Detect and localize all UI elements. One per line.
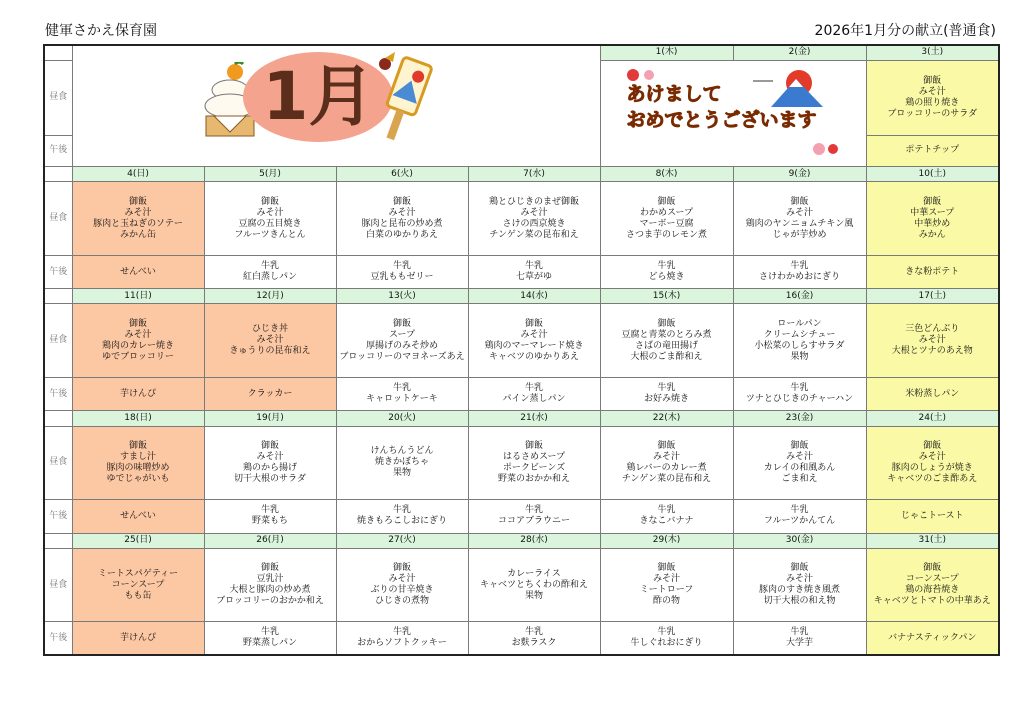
menu-item: 牛乳 — [790, 261, 809, 272]
menu-item: みそ汁 — [256, 451, 284, 462]
menu-item: ゆでじゃがいも — [106, 473, 170, 484]
lunch-cell — [600, 548, 733, 622]
menu-item: 果物 — [790, 351, 809, 362]
menu-item: 野菜のおかか和え — [497, 473, 570, 484]
lunch-cell — [204, 548, 336, 622]
day-header: 22(木) — [600, 411, 733, 426]
lunch-cell — [72, 182, 204, 256]
menu-item: 御飯 — [790, 440, 809, 451]
menu-item: キャベツのごま酢あえ — [887, 473, 978, 484]
snack-cell — [733, 622, 866, 655]
menu-item: 三色どんぶり — [905, 324, 960, 335]
menu-item: ブロッコリーのマヨネーズあえ — [339, 351, 465, 362]
menu-item: 牛乳 — [657, 627, 676, 638]
menu-item: 大根のごま酢和え — [630, 351, 703, 362]
day-header: 19(月) — [204, 411, 336, 426]
lunch-cell — [866, 548, 999, 622]
corner-cell — [44, 533, 72, 548]
day-header: 11(日) — [72, 289, 204, 304]
lunch-label: 昼食 — [44, 426, 72, 500]
menu-item: きな粉ポテト — [905, 266, 960, 277]
day-header: 31(土) — [866, 533, 999, 548]
snack-cell — [72, 378, 204, 411]
snack-cell — [600, 378, 733, 411]
menu-item: 白菜のゆかりあえ — [365, 229, 438, 240]
snack-cell — [468, 500, 600, 533]
snack-cell — [600, 622, 733, 655]
menu-item: ごま和え — [781, 473, 818, 484]
day-header: 13(火) — [336, 289, 468, 304]
menu-item: ぶりの甘辛焼き — [370, 585, 434, 596]
menu-item: ミートローフ — [639, 585, 694, 596]
menu-item: ひじき丼 — [251, 324, 288, 335]
menu-item: 牛乳 — [260, 627, 279, 638]
menu-item: 紅白蒸しパン — [242, 272, 297, 283]
menu-item: クリームシチュー — [763, 329, 836, 340]
menu-item: チンゲン菜の昆布和え — [621, 473, 712, 484]
menu-item: 豆乳ももゼリー — [370, 272, 434, 283]
menu-item: 御飯 — [392, 318, 411, 329]
menu-item: 牛乳 — [260, 505, 279, 516]
snack-label: 午後 — [44, 378, 72, 411]
menu-item: せんべい — [120, 510, 156, 521]
menu-item: フルーツきんとん — [234, 229, 306, 240]
menu-item: 鶏肉のマーマレード焼き — [484, 340, 584, 351]
snack-cell — [72, 622, 204, 655]
menu-item: はるさめスープ — [502, 451, 566, 462]
menu-item: 牛乳 — [657, 261, 676, 272]
corner-cell — [44, 45, 72, 60]
corner-cell — [44, 289, 72, 304]
menu-item: コーンスープ — [111, 579, 165, 590]
lunch-cell — [204, 426, 336, 500]
menu-item: 御飯 — [923, 440, 942, 451]
greeting-line-1: あけまして — [626, 83, 722, 106]
menu-item: 牛乳 — [790, 383, 809, 394]
menu-item: さけわかめおにぎり — [758, 272, 840, 283]
menu-item: 御飯 — [392, 563, 411, 574]
snack-label: 午後 — [44, 500, 72, 533]
snack-cell — [468, 378, 600, 411]
menu-item: わかめスープ — [639, 207, 694, 218]
menu-item: 豚肉のしょうが焼き — [891, 462, 973, 473]
menu-item: みそ汁 — [652, 574, 680, 585]
menu-item: みそ汁 — [785, 451, 813, 462]
day-header: 21(水) — [468, 411, 600, 426]
menu-item: みそ汁 — [520, 207, 548, 218]
menu-item: 御飯 — [524, 318, 543, 329]
menu-item: どら焼き — [648, 272, 685, 283]
snack-cell — [204, 500, 336, 533]
menu-item: おからソフトクッキー — [357, 638, 447, 649]
lunch-cell — [866, 182, 999, 256]
menu-item: 御飯 — [657, 196, 676, 207]
day-header: 12(月) — [204, 289, 336, 304]
lunch-cell — [336, 426, 468, 500]
menu-item: 御飯 — [923, 196, 942, 207]
menu-item: みそ汁 — [652, 451, 680, 462]
lunch-cell — [468, 304, 600, 378]
corner-cell — [44, 411, 72, 426]
snack-cell — [733, 378, 866, 411]
menu-item: みそ汁 — [388, 207, 416, 218]
lunch-cell — [336, 304, 468, 378]
menu-item: 御飯 — [923, 75, 942, 86]
day-header: 1(木) — [600, 45, 733, 60]
snack-label: 午後 — [44, 255, 72, 288]
menu-item: 鶏レバーのカレー煮 — [626, 462, 707, 473]
menu-item: 豚肉のすき焼き風煮 — [758, 585, 840, 596]
menu-item: せんべい — [120, 266, 156, 277]
lunch-cell — [72, 304, 204, 378]
menu-item: 七草がゆ — [515, 272, 552, 283]
menu-item: ツナとひじきのチャーハン — [745, 394, 854, 405]
lunch-cell — [600, 426, 733, 500]
menu-item: 芋けんぴ — [119, 632, 156, 643]
day-header: 27(火) — [336, 533, 468, 548]
day-header: 20(火) — [336, 411, 468, 426]
lunch-cell — [866, 60, 999, 135]
day-header: 16(金) — [733, 289, 866, 304]
lunch-cell — [733, 426, 866, 500]
menu-item: みそ汁 — [124, 329, 152, 340]
menu-item: ミートスパゲティー — [97, 568, 179, 579]
menu-item: 御飯 — [260, 563, 279, 574]
snack-cell — [866, 622, 999, 655]
lunch-cell — [600, 304, 733, 378]
menu-item: スープ — [388, 329, 416, 340]
menu-item: 鶏肉のカレー焼き — [101, 340, 174, 351]
menu-item: みそ汁 — [124, 207, 152, 218]
menu-item: もも缶 — [124, 590, 152, 601]
day-header: 8(木) — [600, 167, 733, 182]
menu-item: 御飯 — [128, 318, 147, 329]
day-header: 30(金) — [733, 533, 866, 548]
menu-item: きなこバナナ — [639, 516, 694, 527]
month-banner — [72, 45, 600, 167]
menu-item: 御飯 — [392, 196, 411, 207]
menu-item: 切干大根の和え物 — [763, 596, 836, 607]
menu-item: 鶏とひじきのまぜ御飯 — [488, 196, 579, 207]
menu-item: みそ汁 — [785, 207, 813, 218]
lunch-label: 昼食 — [44, 182, 72, 256]
day-header: 17(土) — [866, 289, 999, 304]
menu-item: みそ汁 — [918, 335, 946, 346]
school-name: 健軍さかえ保育園 — [45, 23, 157, 39]
lunch-cell — [866, 426, 999, 500]
menu-item: 牛乳 — [392, 383, 411, 394]
lunch-label: 昼食 — [44, 60, 72, 135]
day-header: 18(日) — [72, 411, 204, 426]
lunch-cell — [733, 182, 866, 256]
menu-item: 豆乳汁 — [256, 574, 284, 585]
menu-item: 牛乳 — [790, 505, 809, 516]
menu-item: 牛乳 — [524, 627, 543, 638]
day-header: 26(月) — [204, 533, 336, 548]
menu-item: みそ汁 — [388, 574, 416, 585]
menu-item: マーボー豆腐 — [639, 218, 694, 229]
greeting-line-2: おめでとうございます — [626, 109, 817, 132]
lunch-label: 昼食 — [44, 304, 72, 378]
menu-item: 大根とツナのあえ物 — [891, 346, 973, 357]
menu-item: コーンスープ — [905, 574, 959, 585]
menu-item: 野菜蒸しパン — [242, 638, 297, 649]
menu-item: お好み焼き — [643, 394, 689, 405]
day-header: 10(土) — [866, 167, 999, 182]
menu-item: 小松菜のしらすサラダ — [754, 340, 845, 351]
menu-item: ブロッコリーのおかか和え — [216, 596, 324, 607]
menu-item: 果物 — [392, 468, 411, 479]
lunch-cell — [336, 182, 468, 256]
day-header: 3(土) — [866, 45, 999, 60]
menu-item: みそ汁 — [918, 86, 946, 97]
menu-item: ポークビーンズ — [502, 462, 566, 473]
menu-item: クラッカー — [247, 388, 293, 399]
menu-item: 豚肉と昆布の炒め煮 — [361, 218, 443, 229]
lunch-cell — [733, 304, 866, 378]
menu-item: 御飯 — [657, 440, 676, 451]
menu-item: 切干大根のサラダ — [234, 473, 306, 484]
snack-cell — [72, 500, 204, 533]
hagoita-icon — [373, 50, 433, 150]
snack-cell — [866, 135, 999, 166]
menu-item: ひじきの煮物 — [374, 596, 429, 607]
menu-item: 牛しぐれおにぎり — [630, 638, 703, 649]
menu-item: 牛乳 — [657, 505, 676, 516]
snack-cell — [866, 500, 999, 533]
day-header: 2(金) — [733, 45, 866, 60]
day-header: 5(月) — [204, 167, 336, 182]
menu-item: チンゲン菜の昆布和え — [489, 229, 579, 240]
fuji-sun-icon — [751, 69, 831, 109]
flower-icon — [625, 67, 661, 83]
menu-item: 御飯 — [260, 196, 279, 207]
menu-item: さばの竜田揚げ — [634, 340, 698, 351]
menu-item: ブロッコリーのサラダ — [887, 108, 978, 119]
day-header: 7(水) — [468, 167, 600, 182]
menu-item: ロールパン — [777, 318, 822, 329]
lunch-cell — [204, 182, 336, 256]
lunch-cell — [336, 548, 468, 622]
menu-item: 中華炒め — [914, 218, 951, 229]
day-header: 23(金) — [733, 411, 866, 426]
snack-cell — [468, 622, 600, 655]
menu-item: みそ汁 — [256, 207, 284, 218]
snack-label: 午後 — [44, 622, 72, 655]
day-header: 9(金) — [733, 167, 866, 182]
lunch-cell — [600, 182, 733, 256]
snack-cell — [733, 500, 866, 533]
snack-cell — [866, 378, 999, 411]
menu-item: カレイの和風あん — [763, 462, 836, 473]
menu-item: さけの西京焼き — [502, 218, 566, 229]
menu-item: 米粉蒸しパン — [905, 388, 960, 399]
flower-icon — [811, 141, 841, 157]
menu-item: 牛乳 — [524, 383, 543, 394]
day-header: 15(木) — [600, 289, 733, 304]
menu-item: 牛乳 — [657, 383, 676, 394]
snack-cell — [866, 255, 999, 288]
menu-item: じゃが芋炒め — [772, 229, 827, 240]
menu-item: 牛乳 — [392, 261, 411, 272]
menu-item: 御飯 — [790, 196, 809, 207]
menu-item: 豆腐と青菜のとろみ煮 — [621, 329, 712, 340]
menu-item: ココアブラウニー — [497, 516, 570, 527]
snack-cell — [336, 500, 468, 533]
menu-item: 大学芋 — [785, 638, 813, 649]
snack-cell — [336, 622, 468, 655]
menu-item: 大根と豚肉の炒め煮 — [229, 585, 311, 596]
snack-cell — [336, 255, 468, 288]
lunch-cell — [468, 426, 600, 500]
menu-item: 厚揚げのみそ炒め — [365, 340, 438, 351]
snack-cell — [204, 378, 336, 411]
lunch-cell — [72, 548, 204, 622]
menu-item: 鶏のから揚げ — [242, 462, 297, 473]
menu-item: 野菜もち — [251, 516, 288, 527]
lunch-cell — [204, 304, 336, 378]
day-header: 29(木) — [600, 533, 733, 548]
menu-item: 鶏肉のヤンニョムチキン風 — [745, 218, 854, 229]
day-header: 6(火) — [336, 167, 468, 182]
menu-item: きゅうりの昆布和え — [229, 346, 311, 357]
menu-item: みそ汁 — [918, 451, 946, 462]
menu-item: 御飯 — [524, 440, 543, 451]
lunch-label: 昼食 — [44, 548, 72, 622]
menu-item: 鶏の海苔焼き — [905, 585, 960, 596]
snack-cell — [733, 255, 866, 288]
menu-item: みかん — [918, 229, 946, 240]
menu-item: 焼きかぼちゃ — [374, 457, 429, 468]
menu-item: キャロットケーキ — [366, 394, 438, 405]
menu-item: 牛乳 — [392, 505, 411, 516]
menu-item: 牛乳 — [524, 505, 543, 516]
snack-cell — [72, 255, 204, 288]
day-header: 24(土) — [866, 411, 999, 426]
menu-item: 御飯 — [128, 196, 147, 207]
menu-item: 牛乳 — [790, 627, 809, 638]
lunch-cell — [733, 548, 866, 622]
menu-item: バナナスティックパン — [888, 632, 977, 643]
menu-item: 御飯 — [128, 440, 147, 451]
menu-item: みそ汁 — [520, 329, 548, 340]
menu-item: じゃこトースト — [900, 510, 964, 521]
snack-cell — [336, 378, 468, 411]
menu-item: ポテトチップ — [905, 145, 960, 156]
menu-item: 牛乳 — [392, 627, 411, 638]
day-header: 4(日) — [72, 167, 204, 182]
day-header: 14(水) — [468, 289, 600, 304]
menu-calendar — [43, 44, 1000, 656]
menu-item: 豚肉の味噌炒め — [106, 462, 170, 473]
menu-item: 鶏の照り焼き — [905, 97, 960, 108]
menu-item: 豚肉と玉ねぎのソテー — [93, 218, 183, 229]
snack-cell — [468, 255, 600, 288]
snack-cell — [204, 622, 336, 655]
menu-item: お麩ラスク — [511, 638, 557, 649]
menu-item: 御飯 — [657, 563, 676, 574]
menu-item: みそ汁 — [785, 574, 813, 585]
menu-item: みそ汁 — [256, 335, 284, 346]
menu-item: 御飯 — [790, 563, 809, 574]
menu-item: キャベツのゆかりあえ — [488, 351, 579, 362]
lunch-cell — [468, 182, 600, 256]
menu-item: 御飯 — [260, 440, 279, 451]
menu-item: 御飯 — [923, 563, 942, 574]
month-label: 1月 — [262, 58, 375, 135]
menu-item: すまし汁 — [119, 451, 156, 462]
menu-item: 果物 — [524, 590, 543, 601]
menu-item: 豆腐の五目焼き — [238, 218, 302, 229]
snack-cell — [600, 255, 733, 288]
day-header: 28(水) — [468, 533, 600, 548]
lunch-cell — [468, 548, 600, 622]
corner-cell — [44, 167, 72, 182]
menu-item: 中華スープ — [910, 207, 955, 218]
menu-item: けんちんうどん — [370, 446, 434, 457]
day-header: 25(日) — [72, 533, 204, 548]
menu-item: 御飯 — [657, 318, 676, 329]
lunch-cell — [866, 304, 999, 378]
menu-item: フルーツかんてん — [763, 516, 836, 527]
snack-cell — [600, 500, 733, 533]
menu-item: 芋けんぴ — [119, 388, 156, 399]
menu-item: ゆでブロッコリー — [102, 351, 174, 362]
menu-item: 焼きもろこしおにぎり — [356, 516, 447, 527]
snack-label: 午後 — [44, 135, 72, 166]
menu-item: さつま芋のレモン煮 — [625, 229, 707, 240]
menu-item: キャベツとトマトの中華あえ — [873, 596, 991, 607]
menu-title: 2026年1月分の献立(普通食) — [814, 23, 996, 39]
menu-item: 牛乳 — [260, 261, 279, 272]
menu-item: パイン蒸しパン — [502, 394, 566, 405]
menu-item: キャベツとちくわの酢和え — [479, 579, 588, 590]
menu-item: 酢の物 — [652, 596, 680, 607]
snack-cell — [204, 255, 336, 288]
menu-item: カレーライス — [507, 568, 561, 579]
new-year-greeting — [600, 60, 866, 167]
menu-item: みかん缶 — [119, 229, 156, 240]
menu-item: 牛乳 — [524, 261, 543, 272]
lunch-cell — [72, 426, 204, 500]
